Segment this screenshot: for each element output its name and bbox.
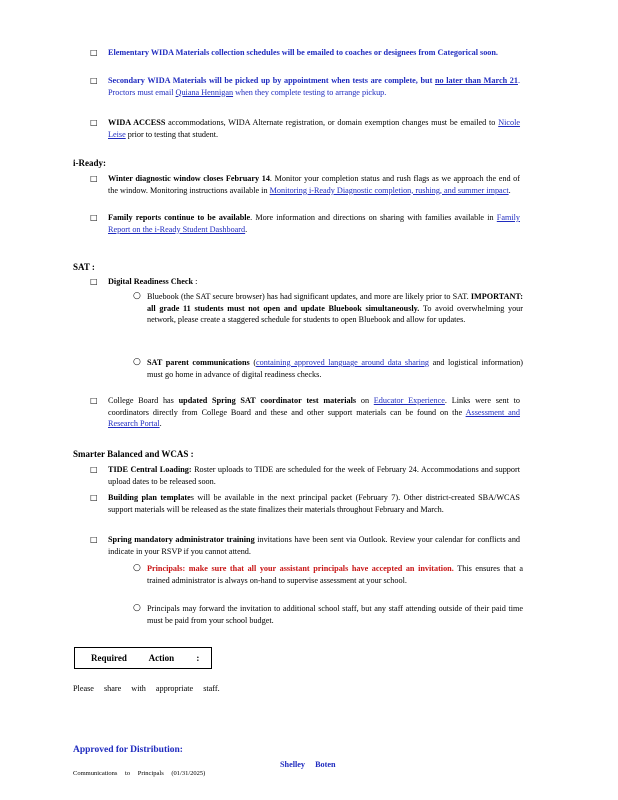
section-heading-sat: SAT : bbox=[73, 262, 95, 272]
iready-winter-item: □ Winter diagnostic window closes February 14. Monitor your completion status and rush flags as we approach the end of the window. Monitoring instructions available in Monitoring i-Ready Diagnostic completion, rushing, and summer impact. bbox=[90, 174, 520, 195]
circle-bullet-icon: ○ bbox=[133, 603, 141, 613]
required-action-box: Required Action : bbox=[74, 647, 212, 669]
assessment-portal-link[interactable]: Assessment and Research Portal bbox=[108, 407, 520, 428]
educator-experience-link[interactable]: Educator Experience bbox=[373, 396, 445, 405]
parent-communications-link[interactable]: containing approved language around data sharing bbox=[256, 358, 430, 367]
square-bullet-icon: □ bbox=[90, 48, 98, 57]
wcas-tide-item: □ TIDE Central Loading: Roster uploads to TIDE are scheduled for the week of February 24. Accommodations and support upload dates to be released soon. bbox=[90, 465, 520, 486]
action-text: Please share with appropriate staff. bbox=[73, 684, 220, 693]
wida-elementary-item: □ Elementary WIDA Materials collection schedules will be emailed to coaches or designees from Categorical soon. bbox=[90, 48, 498, 57]
contact-link-quiana[interactable]: Quiana Hennigan bbox=[175, 87, 234, 97]
section-heading-wcas: Smarter Balanced and WCAS : bbox=[73, 449, 194, 459]
approver-name: Shelley Boten bbox=[280, 760, 336, 769]
wcas-building-item: □ Building plan templates will be available in the next principal packet (February 7). Other district-created SBA/WCAS support materials will be released as the state finalizes their materials throughout February and March. bbox=[90, 493, 520, 514]
section-heading-iready: i-Ready: bbox=[73, 158, 106, 168]
iready-family-item: □ Family reports continue to be available. More information and directions on sharing with families available in Family Report on the i-Ready Student Dashboard. bbox=[90, 213, 520, 234]
wcas-principals-item: ○ Principals: make sure that all your assistant principals have accepted an invitation. This ensures that a trained administrator is always on-hand to supervise assessment at your school. bbox=[133, 563, 523, 585]
wcas-forward-item: ○ Principals may forward the invitation to additional school staff, but any staff attending outside of their paid time must be paid from your school budget. bbox=[133, 603, 523, 625]
sat-college-item: □ College Board has updated Spring SAT coordinator test materials on Educator Experience. Links were sent to coordinators directly from College Board and these and other support materials can be found on the Assessment and Research Portal. bbox=[90, 396, 521, 428]
square-bullet-icon: □ bbox=[90, 465, 98, 474]
square-bullet-icon: □ bbox=[90, 174, 98, 183]
square-bullet-icon: □ bbox=[90, 213, 98, 222]
circle-bullet-icon: ○ bbox=[133, 357, 141, 367]
footer-reference: Communications to Principals (01/31/2025) bbox=[73, 770, 206, 777]
sat-digital-item: □ Digital Readiness Check : bbox=[90, 277, 198, 286]
family-report-link[interactable]: Family Report on the i-Ready Student Dashboard bbox=[108, 213, 520, 234]
wcas-spring-item: □ Spring mandatory administrator training invitations have been sent via Outlook. Review your calendar for conflicts and indicate in your RSVP if you cannot attend. bbox=[90, 535, 521, 556]
contact-link-nicole[interactable]: Nicole Leise bbox=[108, 118, 521, 139]
wida-secondary-item: □ Secondary WIDA Materials will be picked up by appointment when tests are complete, but no later than March 21. Proctors must email Quiana Hennigan when they complete testing to arrange pickup. bbox=[90, 76, 521, 97]
wida-access-item: □ WIDA ACCESS accommodations, WIDA Alternate registration, or domain exemption changes must be emailed to Nicole Leise prior to testing that student. bbox=[90, 118, 521, 139]
square-bullet-icon: □ bbox=[90, 493, 98, 502]
approved-label: Approved for Distribution: bbox=[73, 745, 183, 755]
square-bullet-icon: □ bbox=[90, 277, 98, 286]
square-bullet-icon: □ bbox=[90, 535, 98, 544]
square-bullet-icon: □ bbox=[90, 118, 98, 127]
sat-parent-item: ○ SAT parent communications (containing approved language around data sharing and logistical information) must go home in advance of digital readiness checks. bbox=[133, 357, 524, 379]
monitoring-link[interactable]: Monitoring i-Ready Diagnostic completion, rushing, and summer impact bbox=[269, 185, 509, 195]
circle-bullet-icon: ○ bbox=[133, 291, 141, 301]
square-bullet-icon: □ bbox=[90, 76, 98, 85]
square-bullet-icon: □ bbox=[90, 396, 98, 405]
sat-bluebook-item: ○ Bluebook (the SAT secure browser) has had significant updates, and more are likely prior to SAT. IMPORTANT: all grade 11 students must not open and update Bluebook simultaneously. To avoid overwhelming your network, please create a staggered schedule for students to open Bluebook and allow for updates. bbox=[133, 291, 524, 324]
circle-bullet-icon: ○ bbox=[133, 563, 141, 573]
